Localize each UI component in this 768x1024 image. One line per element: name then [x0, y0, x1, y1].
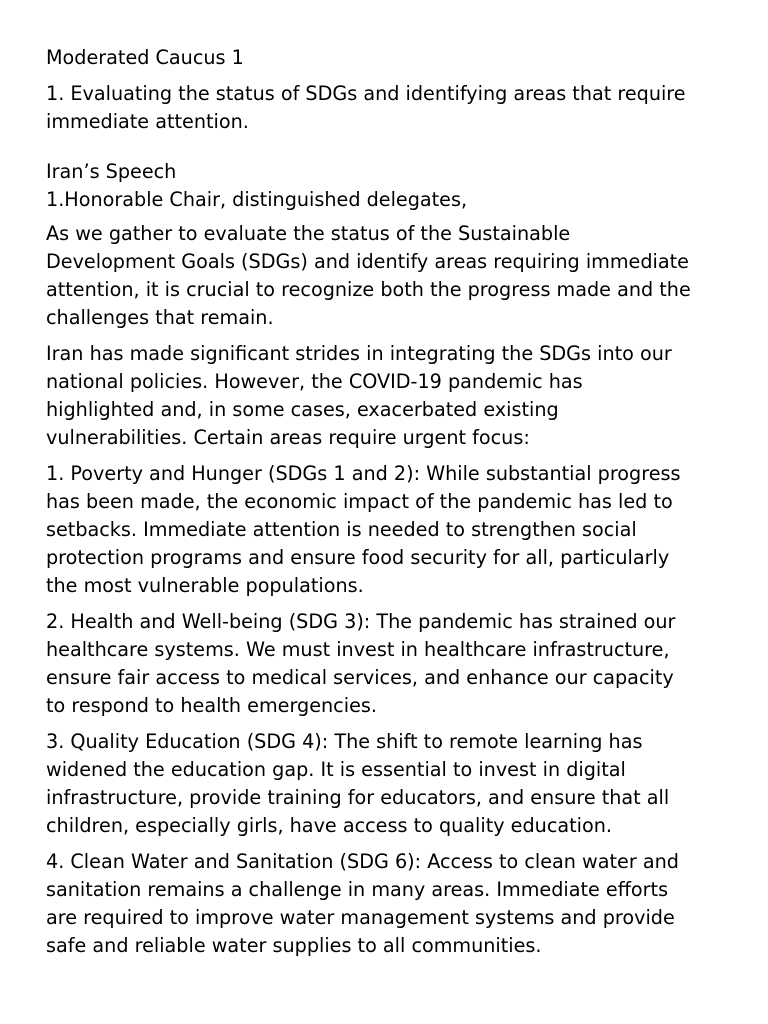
paragraph-education: 3. Quality Education (SDG 4): The shift to remote learning has widened the education gap. It is essential to invest in digital infrastructure, provide training for educators, and ensure that all children, especially girls, have access to quality education.	[46, 730, 670, 837]
paragraph-intro: As we gather to evaluate the status of the Sustainable Development Goals (SDGs) and identify areas requiring immediate attention, it is crucial to recognize both the progress made and the challenges that remain.	[46, 222, 691, 329]
speech-title: Iran’s Speech	[46, 160, 177, 183]
agenda-item: 1. Evaluating the status of SDGs and identifying areas that require immediate attention.	[46, 82, 686, 133]
paragraph-iran-progress: Iran has made significant strides in integrating the SDGs into our national policies. However, the COVID-19 pandemic has highlighted and, in some cases, exacerbated existing vulnerabilities. Certain areas require urgent focus:	[46, 342, 672, 449]
paragraph-poverty-hunger: 1. Poverty and Hunger (SDGs 1 and 2): While substantial progress has been made, the economic impact of the pandemic has led to setbacks. Immediate attention is needed to strengthen social protection programs and ensure food security for all, particularly the most vulnerable populations.	[46, 462, 681, 597]
paragraph-health: 2. Health and Well-being (SDG 3): The pandemic has strained our healthcare systems. We must invest in healthcare infrastructure, ensure fair access to medical services, and enhance our capacity to respond to health emergencies.	[46, 610, 676, 717]
document-page	[46, 44, 736, 968]
document-heading: Moderated Caucus 1	[46, 46, 244, 69]
salutation: 1.Honorable Chair, distinguished delegates,	[46, 188, 468, 211]
paragraph-water-sanitation: 4. Clean Water and Sanitation (SDG 6): Access to clean water and sanitation remains a challenge in many areas. Immediate efforts are required to improve water management systems and provide safe and reliable water supplies to all communities.	[46, 850, 679, 957]
